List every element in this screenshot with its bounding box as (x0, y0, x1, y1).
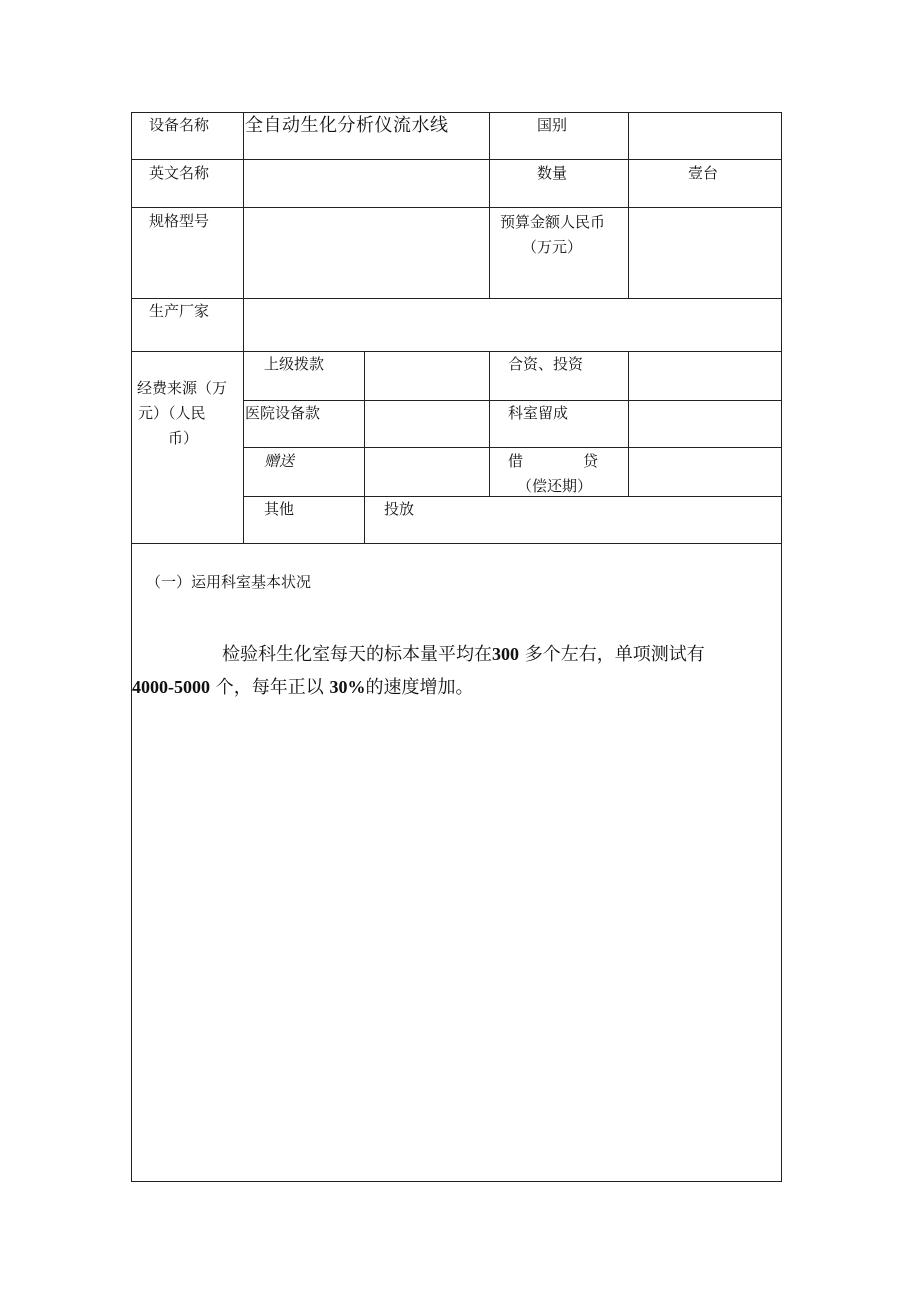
para-text: 个，每年正以 (215, 677, 324, 698)
loan-label-a: 借 (508, 452, 524, 470)
para-text: 的速度增加。 (365, 677, 474, 698)
row-divider (132, 351, 781, 352)
superior-funding-label: 上级拨款 (264, 355, 325, 373)
para-text: 多个左右，单项测试有 (524, 644, 705, 665)
budget-label: 预算金额人民币 (500, 213, 606, 231)
loan-repayment-label: （偿还期） (517, 477, 593, 495)
spec-label: 规格型号 (149, 212, 210, 230)
daily-sample-count: 300 (492, 644, 519, 664)
row-divider (243, 400, 781, 401)
budget-label-unit: （万元） (522, 238, 583, 256)
section-heading: （一）运用科室基本状况 (146, 573, 312, 591)
joint-investment-label: 合资、投资 (508, 355, 584, 373)
row-divider (132, 543, 781, 544)
growth-rate: 30% (329, 677, 366, 697)
row-divider (132, 159, 781, 160)
row-divider (132, 207, 781, 208)
col-divider (628, 351, 629, 496)
funding-label-line3: 币） (168, 429, 199, 447)
col-divider (489, 113, 490, 298)
device-name-value[interactable]: 全自动生化分析仪流水线 (245, 115, 449, 136)
test-count-range: 4000-5000 (132, 677, 210, 697)
dept-retained-label: 科室留成 (508, 404, 569, 422)
equipment-form (131, 112, 782, 1182)
row-divider (243, 496, 781, 497)
funding-label-line1: 经费来源（万 (137, 379, 228, 397)
row-divider (243, 447, 781, 448)
country-label: 国别 (537, 116, 568, 134)
other-label: 其他 (264, 500, 295, 518)
quantity-value[interactable]: 壹台 (688, 164, 719, 182)
para-text: 检验科生化室每天的标本量平均在 (222, 644, 492, 665)
device-name-label: 设备名称 (149, 116, 210, 134)
donation-label: 赠送 (264, 452, 295, 470)
quantity-label: 数量 (537, 164, 568, 182)
loan-label-b: 贷 (583, 452, 599, 470)
manufacturer-label: 生产厂家 (149, 302, 210, 320)
section-paragraph (132, 638, 781, 704)
col-divider (489, 351, 490, 496)
english-name-label: 英文名称 (149, 164, 210, 182)
paragraph-line-1 (132, 638, 781, 671)
paragraph-line-2 (132, 671, 781, 704)
hospital-funds-label: 医院设备款 (245, 404, 321, 422)
other-value[interactable]: 投放 (384, 500, 415, 518)
col-divider (243, 113, 244, 543)
col-divider (628, 113, 629, 298)
funding-label-line2: 元）（人民 (138, 404, 206, 422)
col-divider (364, 351, 365, 543)
row-divider (132, 298, 781, 299)
